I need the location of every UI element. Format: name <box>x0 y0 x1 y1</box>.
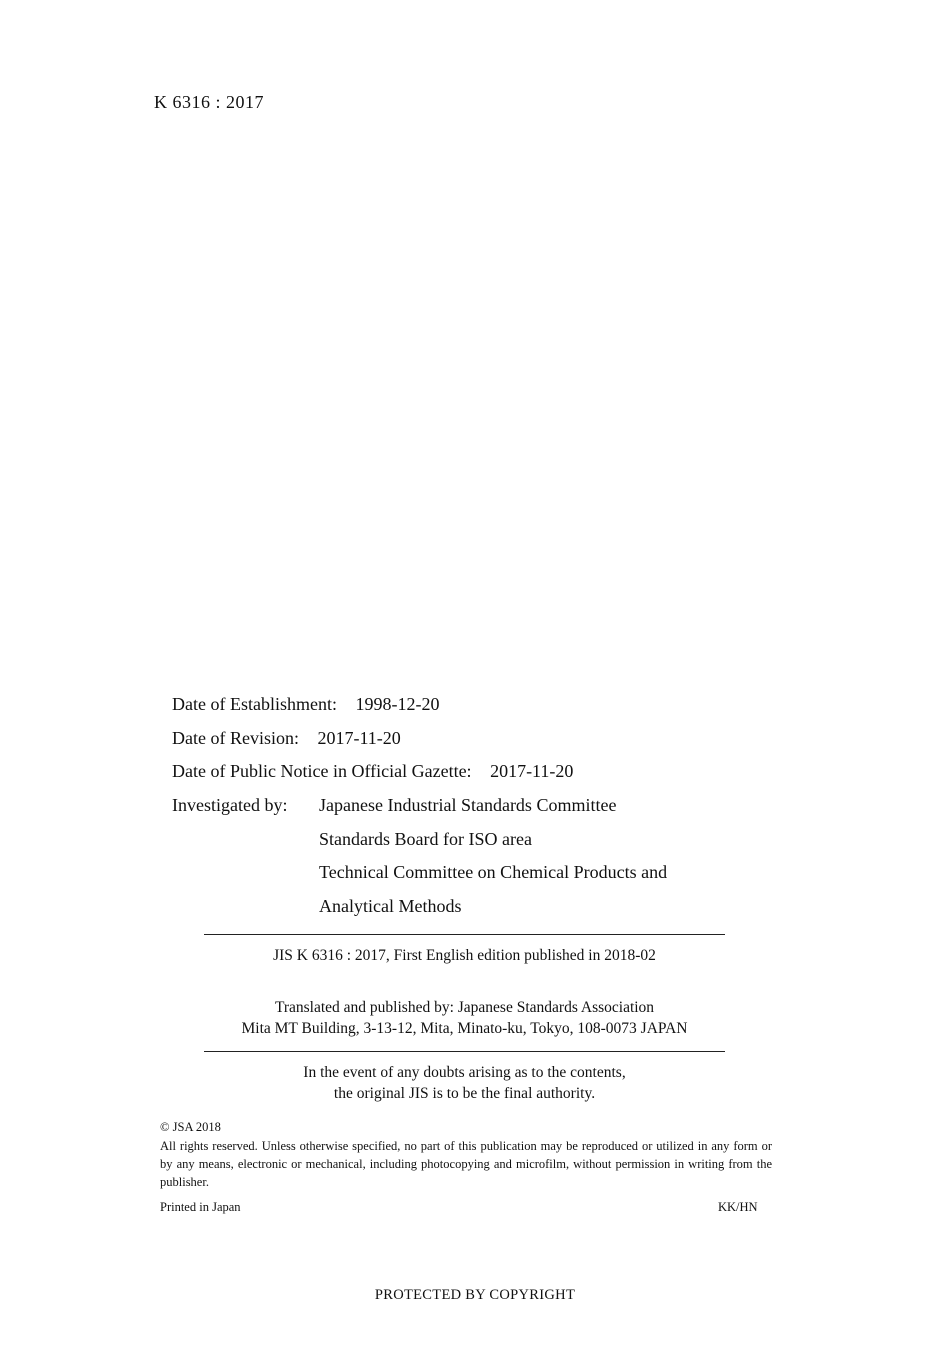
print-code: KK/HN <box>718 1200 758 1214</box>
publisher-address: Mita MT Building, 3-13-12, Mita, Minato-ku, Tokyo, 108-0073 JAPAN <box>241 1020 688 1037</box>
copyright-notice: © JSA 2018 <box>160 1120 221 1134</box>
investigated-line: Japanese Industrial Standards Committee <box>319 795 617 815</box>
revision-label: Date of Revision: <box>172 728 299 748</box>
divider <box>204 934 725 935</box>
establishment-label: Date of Establishment: <box>172 694 337 714</box>
printed-location: Printed in Japan <box>160 1200 241 1214</box>
gazette-label: Date of Public Notice in Official Gazette: <box>172 761 472 781</box>
investigated-label: Investigated by: <box>172 795 288 815</box>
divider <box>204 1051 725 1052</box>
publisher-line: Translated and published by: Japanese Standards Association <box>274 999 655 1016</box>
revision-row <box>172 728 401 749</box>
investigated-line: Analytical Methods <box>319 896 462 916</box>
revision-date: 2017-11-20 <box>317 728 401 748</box>
gazette-date: 2017-11-20 <box>490 761 574 781</box>
investigated-line: Standards Board for ISO area <box>319 829 532 849</box>
edition-notice: JIS K 6316 : 2017, First English edition published in 2018-02 <box>273 947 656 964</box>
establishment-date: 1998-12-20 <box>355 694 440 714</box>
establishment-row <box>172 694 439 715</box>
doubts-line: In the event of any doubts arising as to the contents, <box>303 1064 626 1081</box>
document-id: K 6316 : 2017 <box>154 92 264 112</box>
copyright-footer: PROTECTED BY COPYRIGHT <box>374 1287 576 1303</box>
rights-statement: All rights reserved. Unless otherwise specified, no part of this publication may be reproduced or utilized in any form or by any means, electronic or mechanical, including photocopying and microfilm, without permission in writing from the publisher. <box>160 1139 772 1189</box>
gazette-row <box>172 761 573 782</box>
investigated-line: Technical Committee on Chemical Products and <box>319 862 668 882</box>
doubts-line: the original JIS is to be the final authority. <box>333 1085 596 1102</box>
